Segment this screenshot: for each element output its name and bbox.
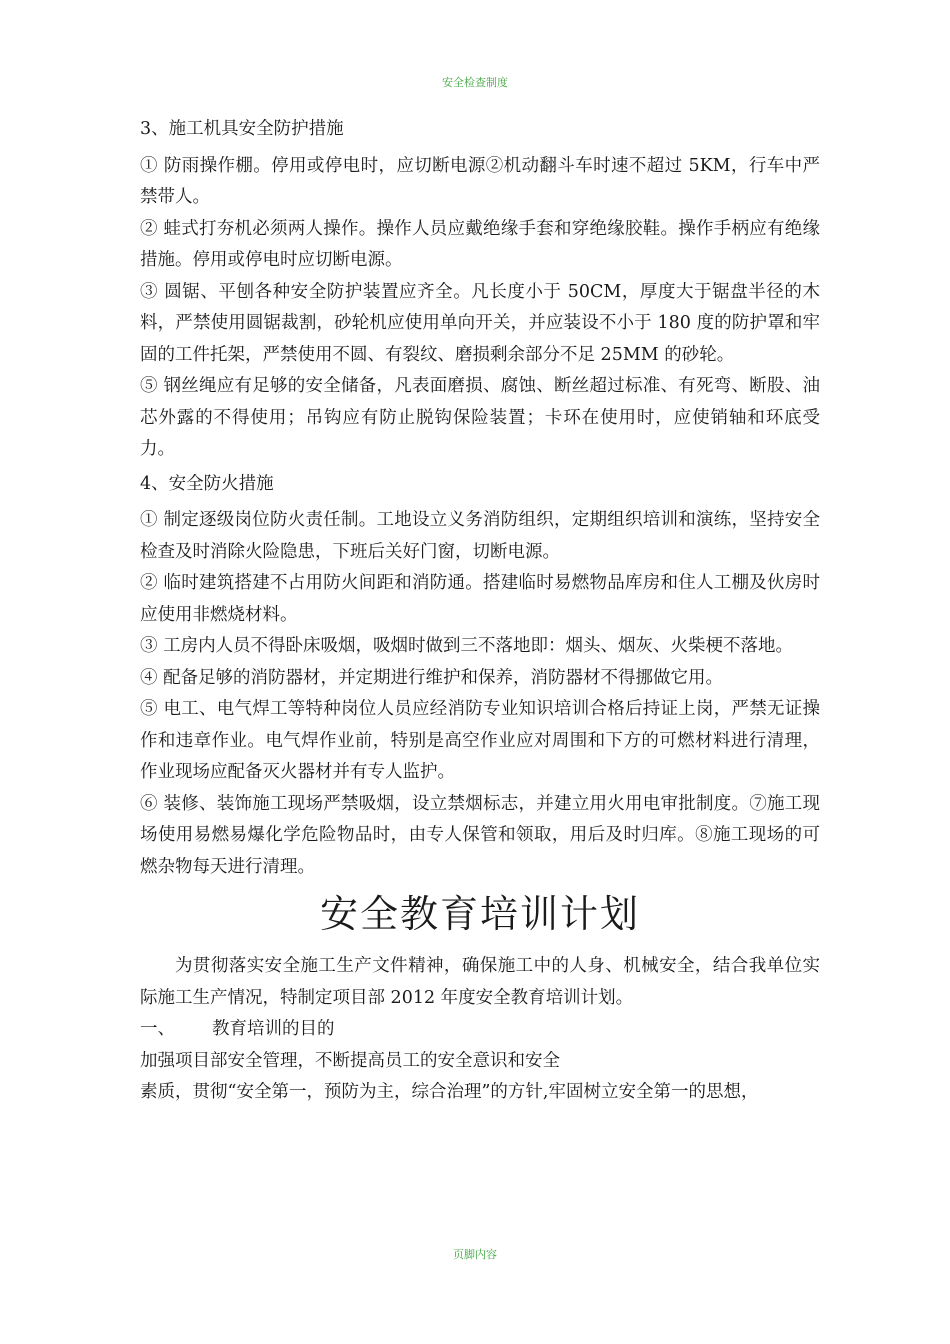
plan-title: 安全教育培训计划 bbox=[319, 892, 640, 936]
page-footer: 页脚内容 bbox=[453, 1248, 497, 1261]
plan-section-1-heading bbox=[140, 1014, 820, 1046]
section-3-item-1: ① 防雨操作棚。停用或停电时，应切断电源②机动翻斗车时速不超过 5KM，行车中严禁带人。 bbox=[140, 155, 820, 207]
section-3-item-5: ⑤ 钢丝绳应有足够的安全储备，凡表面磨损、腐蚀、断丝超过标准、有死弯、断股、油芯外露的不得使用；吊钩应有防止脱钩保险装置；卡环在使用时，应使销轴和环底受力。 bbox=[140, 376, 820, 459]
section-3-item-3: ③ 圆锯、平刨各种安全防护装置应齐全。凡长度小于 50CM，厚度大于锯盘半径的木料，严禁使用圆锯裁割，砂轮机应使用单向开关，并应装设不小于 180 度的防护罩和牢固的工件托架，严禁使用不圆、有裂纹、磨损剩余部分不足 25MM 的砂轮。 bbox=[140, 281, 820, 365]
plan-section-1-number: 一、 bbox=[140, 1019, 175, 1039]
document-body bbox=[140, 114, 820, 1109]
section-4-item-4: ④ 配备足够的消防器材，并定期进行维护和保养，消防器材不得挪做它用。 bbox=[140, 667, 724, 688]
section-3-item-2: ② 蛙式打夯机必须两人操作。操作人员应戴绝缘手套和穿绝缘胶鞋。操作手柄应有绝缘措施。停用或停电时应切断电源。 bbox=[140, 218, 820, 270]
plan-body-line-2: 素质，贯彻“安全第一，预防为主，综合治理”的方针,牢固树立安全第一的思想， bbox=[140, 1082, 759, 1102]
section-4-item-6: ⑥ 装修、装饰施工现场严禁吸烟，设立禁烟标志，并建立用火用电审批制度。⑦施工现场使用易燃易爆化学危险物品时，由专人保管和领取，用后及时归库。⑧施工现场的可燃杂物每天进行清理。 bbox=[140, 793, 820, 877]
section-4-item-5: ⑤ 电工、电气焊工等特种岗位人员应经消防专业知识培训合格后持证上岗，严禁无证操作和违章作业。电气焊作业前，特别是高空作业应对周围和下方的可燃材料进行清理，作业现场应配备灭火器材并有专人监护。 bbox=[140, 699, 820, 782]
plan-intro: 为贯彻落实安全施工生产文件精神，确保施工中的人身、机械安全，结合我单位实际施工生产情况，特制定项目部 2012 年度安全教育培训计划。 bbox=[140, 956, 820, 1008]
section-4-item-1: ① 制定逐级岗位防火责任制。工地设立义务消防组织，定期组织培训和演练，坚持安全检查及时消除火险隐患，下班后关好门窗，切断电源。 bbox=[140, 510, 820, 562]
page-header: 安全检查制度 bbox=[442, 76, 508, 89]
plan-body-line-1: 加强项目部安全管理，不断提高员工的安全意识和安全 bbox=[140, 1050, 560, 1071]
plan-section-1-title: 教育培训的目的 bbox=[212, 1019, 335, 1039]
section-4-item-2: ② 临时建筑搭建不占用防火间距和消防通。搭建临时易燃物品库房和住人工棚及伙房时应使用非燃烧材料。 bbox=[140, 573, 820, 625]
section-4-item-3: ③ 工房内人员不得卧床吸烟，吸烟时做到三不落地即：烟头、烟灰、火柴梗不落地。 bbox=[140, 636, 794, 656]
section-4-heading: 4、安全防火措施 bbox=[140, 473, 274, 494]
section-3-heading: 3、施工机具安全防护措施 bbox=[140, 119, 344, 139]
